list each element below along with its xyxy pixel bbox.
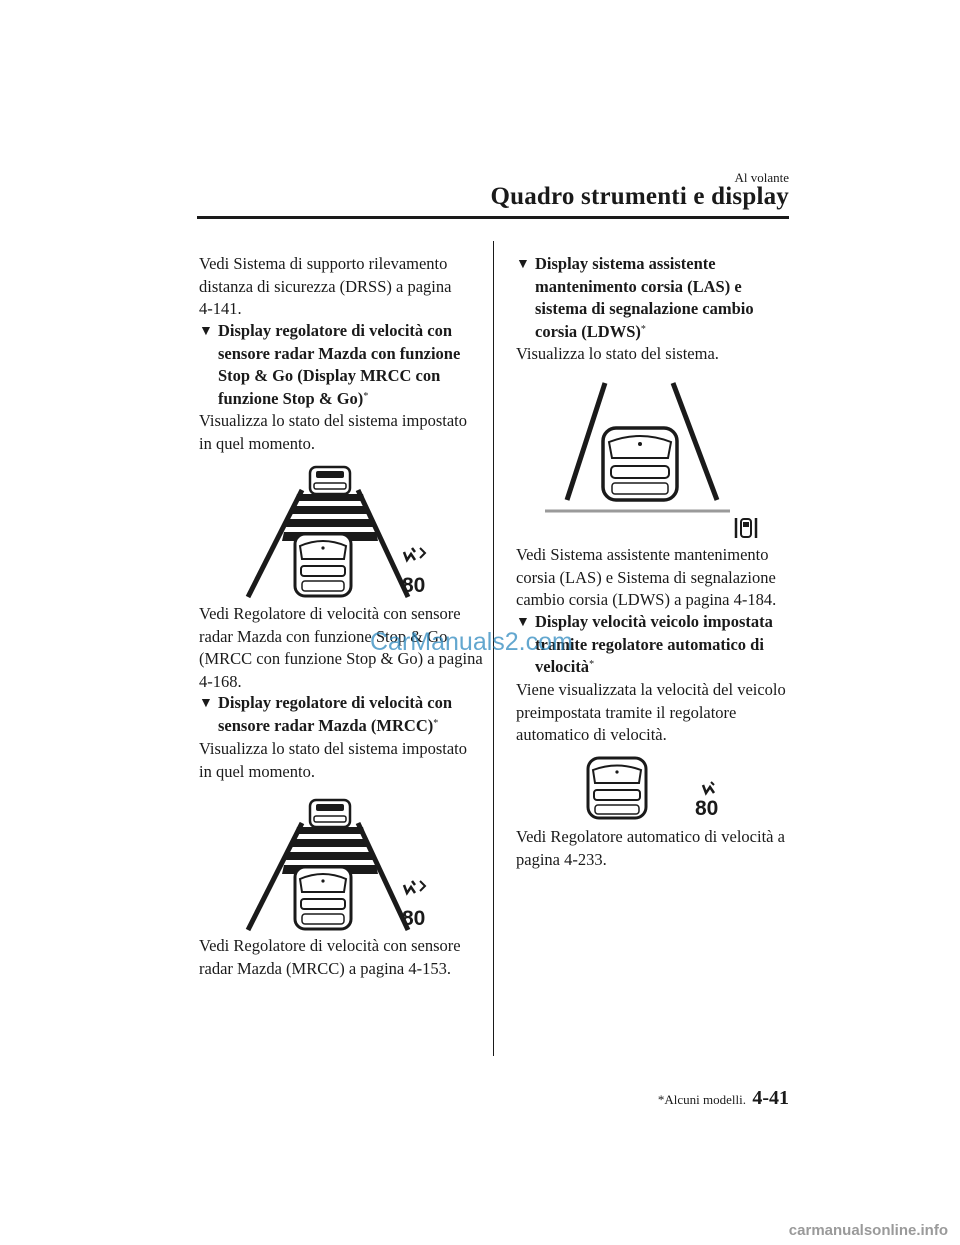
triangle-marker-icon: ▼ xyxy=(516,257,530,272)
heading-mrcc: ▼ Display regolatore di velocità con sensore radar Mazda (MRCC)* xyxy=(199,693,453,735)
description-mrcc-stop-go: Visualizza lo stato del sistema impostato in quel momento. xyxy=(199,411,467,453)
own-car-icon xyxy=(588,758,646,818)
las-ldws-illustration xyxy=(545,380,775,540)
own-car-icon xyxy=(603,428,677,500)
speed-value-80: 80 xyxy=(402,574,426,597)
description-las-ldws: Visualizza lo stato del sistema. xyxy=(516,344,719,363)
mrcc-illustration xyxy=(240,795,440,935)
description-cruise-speed: Viene visualizzata la velocità del veicolo preimpostata tramite il regolatore automatico di velocità. xyxy=(516,680,786,744)
cruise-control-icon xyxy=(703,782,714,793)
footnote: *Alcuni modelli. xyxy=(657,1092,746,1107)
speed-value-80: 80 xyxy=(402,907,426,930)
triangle-marker-icon: ▼ xyxy=(199,324,213,339)
radar-cruise-icon xyxy=(404,881,425,893)
triangle-marker-icon: ▼ xyxy=(199,696,213,711)
lead-car-icon xyxy=(310,800,350,827)
intro-reference: Vedi Sistema di supporto rilevamento distanza di sicurezza (DRSS) a pagina 4-141. xyxy=(199,254,452,318)
watermark-corner: carmanualsonline.info xyxy=(788,1222,948,1239)
speed-value-80: 80 xyxy=(695,797,719,820)
reference-las-ldws: Vedi Sistema assistente mantenimento corsia (LAS) e Sistema di segnalazione cambio corsia (LDWS) a pagina 4-184. xyxy=(516,545,777,609)
header-rule xyxy=(197,216,789,219)
radar-cruise-icon xyxy=(404,548,425,560)
page-number: 4-41 xyxy=(752,1087,789,1109)
section-title: Quadro strumenti e display xyxy=(490,183,789,210)
cruise-speed-illustration xyxy=(585,755,725,825)
own-car-icon xyxy=(295,867,351,929)
chapter-label: Al volante xyxy=(734,170,789,185)
heading-las-ldws: ▼ Display sistema assistente mantenimento corsia (LAS) e sistema di segnalazione cambio corsia (LDWS)* xyxy=(516,254,754,341)
heading-mrcc-stop-go: ▼ Display regolatore di velocità con sensore radar Mazda con funzione Stop & Go (Display MRCC con funzione Stop & Go)* xyxy=(199,321,461,408)
watermark-center: CarManuals2.com xyxy=(370,628,573,656)
reference-mrcc: Vedi Regolatore di velocità con sensore radar Mazda (MRCC) a pagina 4-153. xyxy=(199,936,461,978)
reference-cruise-speed: Vedi Regolatore automatico di velocità a pagina 4-233. xyxy=(516,827,785,869)
lane-keep-assist-icon xyxy=(736,518,756,538)
description-mrcc: Visualizza lo stato del sistema impostato in quel momento. xyxy=(199,739,467,781)
triangle-marker-icon: ▼ xyxy=(516,615,530,630)
own-car-icon xyxy=(295,534,351,596)
heading-cruise-speed: ▼ Display velocità veicolo impostata tramite regolatore automatico di velocità* xyxy=(516,612,773,676)
lead-car-icon xyxy=(310,467,350,494)
reference-mrcc-stop-go: Vedi Regolatore di velocità con sensore radar Mazda con funzione Stop & Go (MRCC con funzione Stop & Go) a pagina 4-168. xyxy=(199,604,483,691)
mrcc-stop-go-illustration xyxy=(240,462,440,602)
